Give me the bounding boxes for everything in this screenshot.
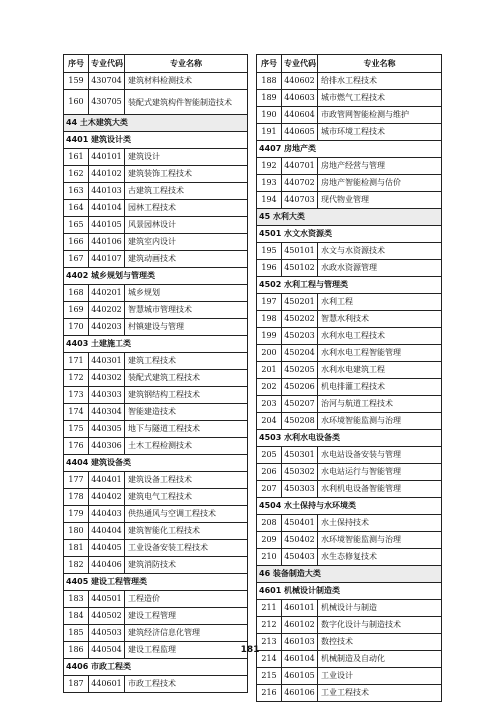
code-cell: 440602 <box>282 73 318 90</box>
table-row <box>257 532 442 549</box>
code-cell: 440604 <box>282 107 318 124</box>
code-cell: 450402 <box>282 532 318 549</box>
name-cell: 建筑消防技术 <box>125 557 248 574</box>
subcategory-row <box>257 583 442 600</box>
seq-cell: 208 <box>257 515 282 532</box>
seq-cell: 167 <box>64 251 89 268</box>
code-cell: 450203 <box>282 328 318 345</box>
name-cell: 水土保持技术 <box>318 515 442 532</box>
name-cell: 供热通风与空调工程技术 <box>125 506 248 523</box>
code-cell: 440306 <box>89 438 125 455</box>
name-cell: 工业设备安装工程技术 <box>125 540 248 557</box>
name-cell: 工业工程技术 <box>318 685 442 702</box>
name-cell: 智慧城市管理技术 <box>125 302 248 319</box>
code-cell: 450301 <box>282 447 318 464</box>
code-cell: 460104 <box>282 651 318 668</box>
seq-cell: 175 <box>64 421 89 438</box>
code-cell: 460101 <box>282 600 318 617</box>
subcategory-label: 4406 市政工程类 <box>64 659 248 676</box>
code-cell: 460103 <box>282 634 318 651</box>
code-cell: 440404 <box>89 523 125 540</box>
seq-cell: 163 <box>64 183 89 200</box>
code-cell: 440702 <box>282 175 318 192</box>
seq-cell: 170 <box>64 319 89 336</box>
code-cell: 440303 <box>89 387 125 404</box>
name-cell: 智能建造技术 <box>125 404 248 421</box>
table-row <box>257 192 442 209</box>
seq-cell: 181 <box>64 540 89 557</box>
code-cell: 430704 <box>89 73 125 90</box>
code-cell: 440601 <box>89 676 125 693</box>
table-row <box>64 387 248 404</box>
seq-cell: 204 <box>257 413 282 430</box>
table-row <box>257 617 442 634</box>
table-row <box>64 557 248 574</box>
code-cell: 440405 <box>89 540 125 557</box>
subcategory-label: 4501 水文水资源类 <box>257 226 442 243</box>
code-cell: 440701 <box>282 158 318 175</box>
table-row <box>257 124 442 141</box>
table-row <box>257 413 442 430</box>
table-row <box>64 217 248 234</box>
table-row <box>257 260 442 277</box>
code-cell: 460102 <box>282 617 318 634</box>
name-cell: 风景园林设计 <box>125 217 248 234</box>
code-cell: 450101 <box>282 243 318 260</box>
name-cell: 地下与隧道工程技术 <box>125 421 248 438</box>
name-cell: 建设工程管理 <box>125 608 248 625</box>
seq-cell: 178 <box>64 489 89 506</box>
table-row <box>64 166 248 183</box>
seq-cell: 210 <box>257 549 282 566</box>
header-name: 专业名称 <box>125 55 248 73</box>
name-cell: 建设工程监理 <box>125 642 248 659</box>
name-cell: 城乡规划 <box>125 285 248 302</box>
table-body-left <box>64 73 248 693</box>
name-cell: 建筑设计 <box>125 149 248 166</box>
seq-cell: 174 <box>64 404 89 421</box>
name-cell: 房地产经营与管理 <box>318 158 442 175</box>
code-cell: 440304 <box>89 404 125 421</box>
table-body-right <box>257 73 442 702</box>
seq-cell: 159 <box>64 73 89 90</box>
name-cell: 市政工程技术 <box>125 676 248 693</box>
code-cell: 440201 <box>89 285 125 302</box>
seq-cell: 184 <box>64 608 89 625</box>
seq-cell: 164 <box>64 200 89 217</box>
subcategory-row <box>257 498 442 515</box>
seq-cell: 168 <box>64 285 89 302</box>
table-row <box>257 345 442 362</box>
seq-cell: 171 <box>64 353 89 370</box>
seq-cell: 162 <box>64 166 89 183</box>
seq-cell: 176 <box>64 438 89 455</box>
subcategory-row <box>257 277 442 294</box>
name-cell: 建筑电气工程技术 <box>125 489 248 506</box>
code-cell: 440503 <box>89 625 125 642</box>
table-row <box>64 489 248 506</box>
code-cell: 450201 <box>282 294 318 311</box>
name-cell: 水环境智能监测与治理 <box>318 532 442 549</box>
name-cell: 市政管网智能检测与维护 <box>318 107 442 124</box>
code-cell: 450207 <box>282 396 318 413</box>
code-cell: 450401 <box>282 515 318 532</box>
subcategory-label: 4502 水利工程与管理类 <box>257 277 442 294</box>
table-row <box>64 506 248 523</box>
subcategory-label: 4404 建筑设备类 <box>64 455 248 472</box>
seq-cell: 160 <box>64 90 89 115</box>
name-cell: 装配式建筑构件智能制造技术 <box>125 90 248 115</box>
table-row <box>64 73 248 90</box>
left-column <box>63 54 248 693</box>
seq-cell: 173 <box>64 387 89 404</box>
seq-cell: 193 <box>257 175 282 192</box>
table-row <box>257 175 442 192</box>
seq-cell: 165 <box>64 217 89 234</box>
subcategory-label: 4402 城乡规划与管理类 <box>64 268 248 285</box>
name-cell: 建筑室内设计 <box>125 234 248 251</box>
table-header-row <box>64 55 248 73</box>
code-cell: 450202 <box>282 311 318 328</box>
code-cell: 440301 <box>89 353 125 370</box>
seq-cell: 196 <box>257 260 282 277</box>
table-row <box>257 447 442 464</box>
name-cell: 水生态修复技术 <box>318 549 442 566</box>
major-table-right <box>256 54 442 702</box>
table-row <box>64 608 248 625</box>
right-column <box>256 54 442 702</box>
table-row <box>257 107 442 124</box>
header-seq: 序号 <box>257 55 282 73</box>
seq-cell: 207 <box>257 481 282 498</box>
code-cell: 440302 <box>89 370 125 387</box>
subcategory-label: 4403 土建施工类 <box>64 336 248 353</box>
seq-cell: 216 <box>257 685 282 702</box>
name-cell: 水政水资源管理 <box>318 260 442 277</box>
name-cell: 机械设计与制造 <box>318 600 442 617</box>
header-seq: 序号 <box>64 55 89 73</box>
name-cell: 给排水工程技术 <box>318 73 442 90</box>
name-cell: 建筑动画技术 <box>125 251 248 268</box>
table-header-row <box>257 55 442 73</box>
code-cell: 440703 <box>282 192 318 209</box>
table-row <box>64 404 248 421</box>
code-cell: 450204 <box>282 345 318 362</box>
code-cell: 440305 <box>89 421 125 438</box>
code-cell: 450403 <box>282 549 318 566</box>
seq-cell: 172 <box>64 370 89 387</box>
seq-cell: 203 <box>257 396 282 413</box>
subcategory-row <box>257 141 442 158</box>
code-cell: 440603 <box>282 90 318 107</box>
name-cell: 水利水电工程技术 <box>318 328 442 345</box>
seq-cell: 189 <box>257 90 282 107</box>
seq-cell: 214 <box>257 651 282 668</box>
name-cell: 治河与航道工程技术 <box>318 396 442 413</box>
subcategory-row <box>64 574 248 591</box>
name-cell: 土木工程检测技术 <box>125 438 248 455</box>
table-row <box>257 73 442 90</box>
seq-cell: 202 <box>257 379 282 396</box>
name-cell: 村镇建设与管理 <box>125 319 248 336</box>
code-cell: 440504 <box>89 642 125 659</box>
table-row <box>64 591 248 608</box>
subcategory-label: 4407 房地产类 <box>257 141 442 158</box>
category-label: 44 土木建筑大类 <box>64 115 248 132</box>
name-cell: 建筑经济信息化管理 <box>125 625 248 642</box>
name-cell: 建筑工程技术 <box>125 353 248 370</box>
category-label: 45 水利大类 <box>257 209 442 226</box>
code-cell: 440104 <box>89 200 125 217</box>
table-row <box>257 481 442 498</box>
seq-cell: 180 <box>64 523 89 540</box>
name-cell: 机电排灌工程技术 <box>318 379 442 396</box>
name-cell: 水利水电工程智能管理 <box>318 345 442 362</box>
code-cell: 460106 <box>282 685 318 702</box>
name-cell: 建筑装饰工程技术 <box>125 166 248 183</box>
table-row <box>257 668 442 685</box>
seq-cell: 179 <box>64 506 89 523</box>
header-name: 专业名称 <box>318 55 442 73</box>
table-row <box>64 285 248 302</box>
table-row <box>64 421 248 438</box>
category-row <box>64 115 248 132</box>
code-cell: 450102 <box>282 260 318 277</box>
seq-cell: 192 <box>257 158 282 175</box>
name-cell: 水利水电建筑工程 <box>318 362 442 379</box>
code-cell: 440402 <box>89 489 125 506</box>
name-cell: 现代物业管理 <box>318 192 442 209</box>
seq-cell: 205 <box>257 447 282 464</box>
name-cell: 机械制造及自动化 <box>318 651 442 668</box>
name-cell: 房地产智能检测与估价 <box>318 175 442 192</box>
name-cell: 建筑设备工程技术 <box>125 472 248 489</box>
table-row <box>257 311 442 328</box>
code-cell: 440106 <box>89 234 125 251</box>
table-row <box>257 464 442 481</box>
seq-cell: 195 <box>257 243 282 260</box>
name-cell: 智慧水利技术 <box>318 311 442 328</box>
name-cell: 装配式建筑工程技术 <box>125 370 248 387</box>
seq-cell: 200 <box>257 345 282 362</box>
name-cell: 建筑智能化工程技术 <box>125 523 248 540</box>
table-row <box>257 294 442 311</box>
code-cell: 460105 <box>282 668 318 685</box>
seq-cell: 201 <box>257 362 282 379</box>
subcategory-label: 4601 机械设计制造类 <box>257 583 442 600</box>
table-row <box>257 549 442 566</box>
name-cell: 工业设计 <box>318 668 442 685</box>
table-row <box>257 685 442 702</box>
code-cell: 440403 <box>89 506 125 523</box>
subcategory-row <box>64 659 248 676</box>
name-cell: 建筑材料检测技术 <box>125 73 248 90</box>
name-cell: 工程造价 <box>125 591 248 608</box>
header-code: 专业代码 <box>282 55 318 73</box>
category-row <box>257 566 442 583</box>
seq-cell: 209 <box>257 532 282 549</box>
subcategory-row <box>64 455 248 472</box>
subcategory-label: 4401 建筑设计类 <box>64 132 248 149</box>
code-cell: 440406 <box>89 557 125 574</box>
code-cell: 440502 <box>89 608 125 625</box>
category-row <box>257 209 442 226</box>
table-row <box>64 251 248 268</box>
subcategory-label: 4405 建设工程管理类 <box>64 574 248 591</box>
name-cell: 水电站设备安装与管理 <box>318 447 442 464</box>
subcategory-label: 4503 水利水电设备类 <box>257 430 442 447</box>
table-row <box>64 523 248 540</box>
seq-cell: 188 <box>257 73 282 90</box>
table-row <box>257 379 442 396</box>
seq-cell: 187 <box>64 676 89 693</box>
table-row <box>64 319 248 336</box>
code-cell: 440401 <box>89 472 125 489</box>
table-row <box>64 149 248 166</box>
name-cell: 城市燃气工程技术 <box>318 90 442 107</box>
table-row <box>64 676 248 693</box>
name-cell: 水文与水资源技术 <box>318 243 442 260</box>
code-cell: 430705 <box>89 90 125 115</box>
seq-cell: 197 <box>257 294 282 311</box>
seq-cell: 161 <box>64 149 89 166</box>
subcategory-row <box>257 430 442 447</box>
table-row <box>64 353 248 370</box>
code-cell: 450303 <box>282 481 318 498</box>
code-cell: 440107 <box>89 251 125 268</box>
seq-cell: 183 <box>64 591 89 608</box>
table-row <box>257 396 442 413</box>
subcategory-row <box>257 226 442 243</box>
seq-cell: 182 <box>64 557 89 574</box>
table-row <box>257 328 442 345</box>
table-row <box>257 158 442 175</box>
code-cell: 440605 <box>282 124 318 141</box>
table-row <box>257 600 442 617</box>
name-cell: 数控技术 <box>318 634 442 651</box>
name-cell: 数字化设计与制造技术 <box>318 617 442 634</box>
code-cell: 450302 <box>282 464 318 481</box>
seq-cell: 186 <box>64 642 89 659</box>
name-cell: 水环境智能监测与治理 <box>318 413 442 430</box>
code-cell: 450208 <box>282 413 318 430</box>
category-label: 46 装备制造大类 <box>257 566 442 583</box>
seq-cell: 169 <box>64 302 89 319</box>
table-row <box>257 362 442 379</box>
code-cell: 450206 <box>282 379 318 396</box>
code-cell: 440105 <box>89 217 125 234</box>
header-code: 专业代码 <box>89 55 125 73</box>
table-row <box>64 200 248 217</box>
table-row <box>64 540 248 557</box>
table-row <box>64 472 248 489</box>
table-row <box>64 234 248 251</box>
table-row <box>64 438 248 455</box>
table-row <box>64 90 248 115</box>
code-cell: 440203 <box>89 319 125 336</box>
table-row <box>64 370 248 387</box>
name-cell: 园林工程技术 <box>125 200 248 217</box>
code-cell: 440102 <box>89 166 125 183</box>
seq-cell: 185 <box>64 625 89 642</box>
seq-cell: 206 <box>257 464 282 481</box>
table-row <box>64 302 248 319</box>
table-row <box>257 90 442 107</box>
name-cell: 建筑钢结构工程技术 <box>125 387 248 404</box>
seq-cell: 215 <box>257 668 282 685</box>
seq-cell: 212 <box>257 617 282 634</box>
table-row <box>257 515 442 532</box>
subcategory-row <box>64 268 248 285</box>
seq-cell: 199 <box>257 328 282 345</box>
subcategory-row <box>64 132 248 149</box>
seq-cell: 166 <box>64 234 89 251</box>
subcategory-label: 4504 水土保持与水环境类 <box>257 498 442 515</box>
name-cell: 水电站运行与智能管理 <box>318 464 442 481</box>
name-cell: 水利工程 <box>318 294 442 311</box>
seq-cell: 194 <box>257 192 282 209</box>
table-row <box>257 243 442 260</box>
name-cell: 水利机电设备智能管理 <box>318 481 442 498</box>
subcategory-row <box>64 336 248 353</box>
name-cell: 城市环境工程技术 <box>318 124 442 141</box>
page-number: 181 <box>240 645 260 655</box>
code-cell: 440103 <box>89 183 125 200</box>
code-cell: 440501 <box>89 591 125 608</box>
name-cell: 古建筑工程技术 <box>125 183 248 200</box>
table-row <box>64 625 248 642</box>
code-cell: 450205 <box>282 362 318 379</box>
seq-cell: 198 <box>257 311 282 328</box>
code-cell: 440202 <box>89 302 125 319</box>
code-cell: 440101 <box>89 149 125 166</box>
table-row <box>64 183 248 200</box>
seq-cell: 211 <box>257 600 282 617</box>
seq-cell: 177 <box>64 472 89 489</box>
seq-cell: 213 <box>257 634 282 651</box>
seq-cell: 190 <box>257 107 282 124</box>
major-table-left <box>63 54 248 693</box>
seq-cell: 191 <box>257 124 282 141</box>
